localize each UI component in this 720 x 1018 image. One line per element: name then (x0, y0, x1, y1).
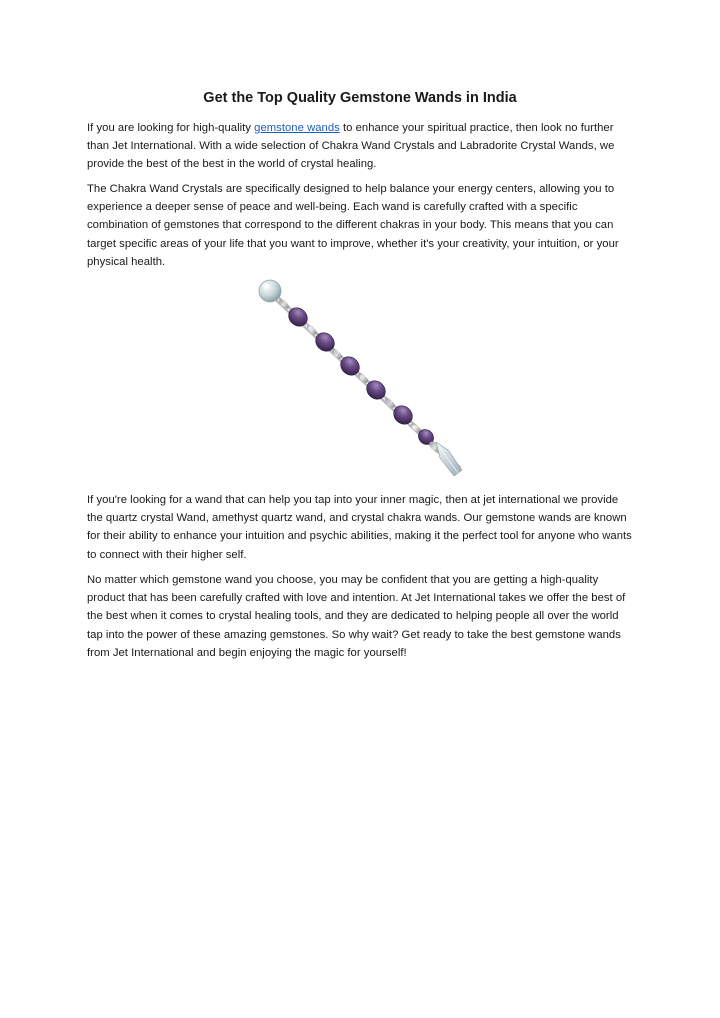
intro-text-start: If you are looking for high-quality (87, 122, 255, 134)
gemstone-wand-image (240, 272, 480, 484)
magic-paragraph: If you're looking for a wand that can help you tap into your inner magic, then at jet international we provide the quartz crystal Wand, amethyst quartz wand, and crystal chakra wands. Our gemstone wands are known for their ability to enhance your intuition and psychic abilities, making it the perfect tool for anyone who wants to connect with their higher self. (87, 494, 632, 561)
chakra-paragraph: The Chakra Wand Crystals are specifically designed to help balance your energy centers, allowing you to experience a deeper sense of peace and well-being. Each wand is carefully crafted with a specific combination of gemstones that correspond to the different chakras in your body. This means that you can target specific areas of your life that you want to improve, whether it's your creativity, your intuition, or your physical health. (87, 183, 619, 268)
gemstone-wands-link[interactable]: gemstone wands (254, 122, 340, 134)
intro-paragraph (87, 119, 637, 174)
document-title: Get the Top Quality Gemstone Wands in India (203, 90, 517, 106)
intro-text-end: to enhance your spiritual practice, then look no further than Jet International. With a wide selection of Chakra Wand Crystals and Labradorite Crystal Wands, we provide the best of the best in the world of crystal healing. (87, 122, 615, 171)
closing-paragraph: No matter which gemstone wand you choose, you may be confident that you are getting a high-quality product that has been carefully crafted with love and intention. At Jet International takes we offer the best of the best when it comes to crystal healing tools, and they are dedicated to helping people all over the world tap into the power of these amazing gemstones. So why wait? Get ready to take the best gemstone wands from Jet International and begin enjoying the magic for yourself! (87, 574, 626, 659)
